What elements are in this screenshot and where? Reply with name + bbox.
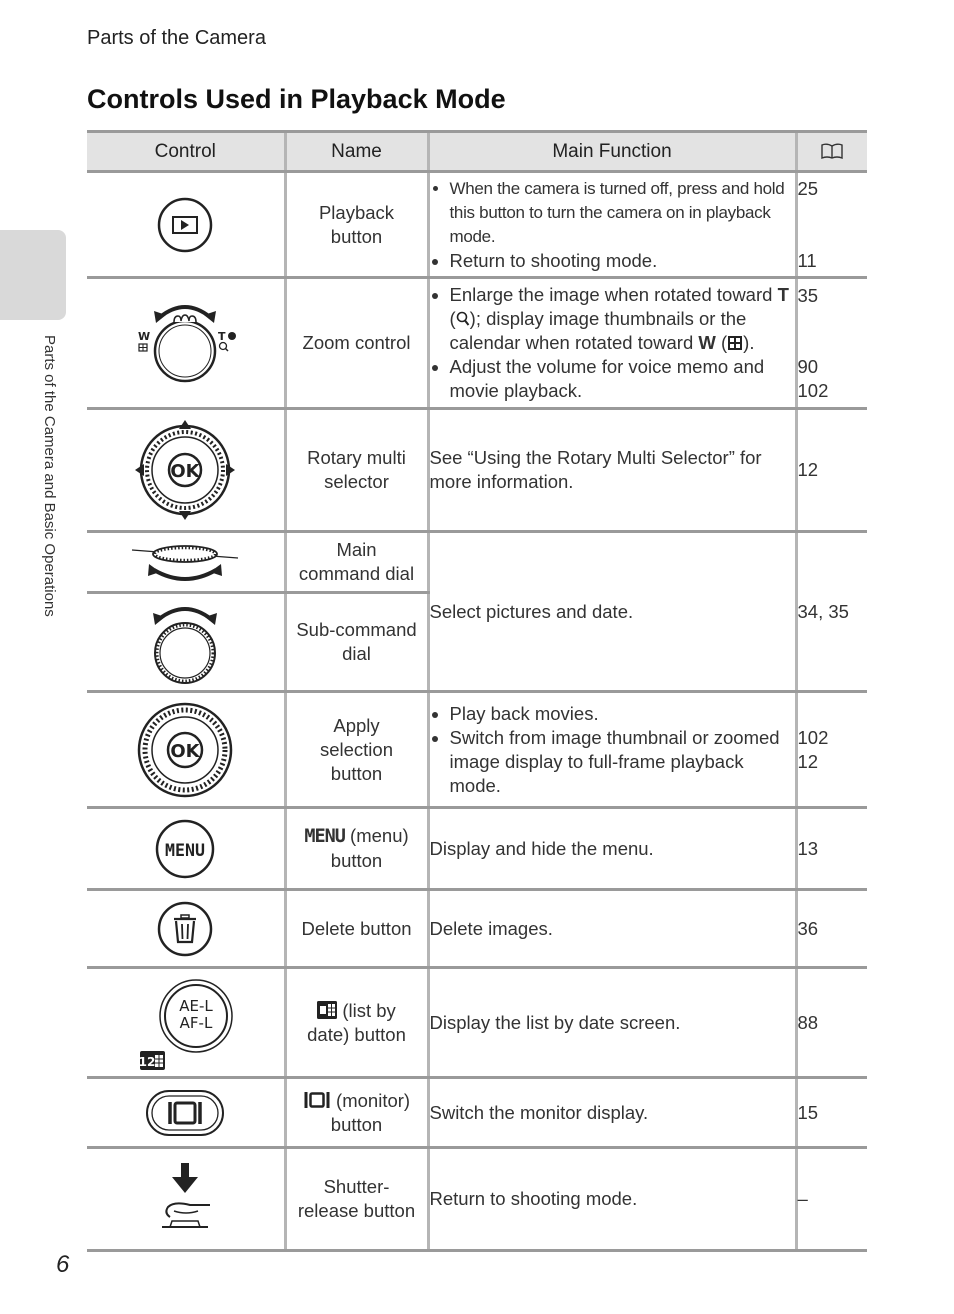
- name-cell: [285, 278, 428, 409]
- reference-cell: [796, 172, 867, 278]
- menu-symbol: MENU: [304, 826, 345, 847]
- function-item: • When the camera is turned off, press and hold this button to turn the camera on in playback mode.: [450, 177, 795, 249]
- shutter-release-press-icon: [150, 1161, 220, 1237]
- page-ref: 11: [797, 249, 817, 271]
- svg-text:T: T: [218, 330, 226, 343]
- running-head: Parts of the Camera: [87, 27, 266, 49]
- reference-cell: [796, 532, 867, 692]
- svg-text:AE-L: AE-L: [179, 996, 214, 1015]
- reference-cell: [796, 968, 867, 1078]
- table-row: [87, 409, 867, 532]
- control-cell: [87, 1148, 285, 1251]
- book-reference-icon: [821, 143, 843, 159]
- table-row: [87, 968, 867, 1078]
- name-line: Sub-command: [296, 619, 417, 640]
- main-command-dial-icon: [130, 536, 240, 588]
- function-cell: [428, 409, 796, 532]
- monitor-button-icon: [145, 1087, 225, 1139]
- function-cell: [428, 532, 796, 692]
- function-cell: [428, 692, 796, 808]
- name-cell: [285, 532, 428, 593]
- svg-text:OK: OK: [170, 461, 200, 482]
- name-line: (list by: [337, 999, 396, 1021]
- name-line: Main: [336, 539, 377, 560]
- name-cell: [285, 692, 428, 808]
- svg-text:OK: OK: [170, 740, 200, 762]
- name-line: Playback: [318, 201, 395, 223]
- table-row: [87, 1078, 867, 1148]
- reference-cell: [796, 278, 867, 409]
- name-cell: [285, 172, 428, 278]
- page-ref: 90: [797, 355, 819, 377]
- function-item: • Return to shooting mode.: [450, 249, 795, 273]
- function-item: • Play back movies.: [450, 702, 795, 726]
- reference-cell: [796, 808, 867, 890]
- function-cell: [428, 1078, 796, 1148]
- function-text: Delete images.: [429, 917, 553, 939]
- name-line: command dial: [298, 563, 415, 584]
- name-line: release button: [297, 1200, 416, 1221]
- page-ref: 36: [797, 917, 819, 939]
- function-cell: [428, 278, 796, 409]
- name-cell: [285, 890, 428, 968]
- zoom-control-icon: [130, 295, 240, 391]
- section-tab-label: Parts of the Camera and Basic Operations: [41, 335, 58, 617]
- name-line: selection: [319, 738, 393, 760]
- wide-symbol: W: [698, 332, 716, 353]
- function-cell: [428, 968, 796, 1078]
- control-cell: [87, 278, 285, 409]
- page-ref: 13: [797, 837, 819, 859]
- function-text: Display the list by date screen.: [429, 1011, 681, 1033]
- page-ref: 12: [797, 750, 819, 772]
- name-line: button: [330, 225, 383, 247]
- monitor-symbol-icon: [303, 1091, 331, 1109]
- function-text: Display and hide the menu.: [429, 837, 654, 859]
- function-text: Switch the monitor display.: [429, 1101, 649, 1123]
- section-tab: [0, 230, 66, 320]
- page-ref: 34, 35: [797, 600, 849, 622]
- control-cell: [87, 1078, 285, 1148]
- tele-symbol: T: [777, 284, 789, 305]
- table-row: [87, 532, 867, 593]
- reference-cell: [796, 1078, 867, 1148]
- name-cell: [285, 968, 428, 1078]
- name-cell: [285, 1078, 428, 1148]
- thumbnail-grid-icon: [727, 335, 743, 351]
- rotary-multi-selector-icon: [133, 418, 237, 522]
- page-ref: 15: [797, 1101, 819, 1123]
- page-ref: 25: [797, 177, 819, 199]
- name-line: (monitor): [330, 1089, 411, 1111]
- name-cell: [285, 808, 428, 890]
- control-cell: [87, 532, 285, 593]
- header-reference: [796, 132, 867, 172]
- reference-cell: [796, 890, 867, 968]
- table-header-row: [87, 132, 867, 172]
- table-row: [87, 1148, 867, 1251]
- name-line: button: [330, 850, 383, 871]
- svg-text:W: W: [138, 330, 151, 343]
- function-text: Return to shooting mode.: [429, 1188, 638, 1209]
- page-title: Controls Used in Playback Mode: [87, 84, 506, 114]
- page-ref: –: [797, 1188, 808, 1209]
- page-ref: 102: [797, 379, 829, 401]
- table-row: [87, 172, 867, 278]
- control-cell: [87, 692, 285, 808]
- list-by-date-icon: [317, 1001, 337, 1019]
- function-cell: [428, 172, 796, 278]
- table-row: [87, 808, 867, 890]
- reference-cell: [796, 692, 867, 808]
- table-row: [87, 278, 867, 409]
- name-line: Shutter-: [323, 1176, 390, 1197]
- function-text: Enlarge the image when rotated toward: [449, 284, 773, 305]
- function-cell: [428, 808, 796, 890]
- reference-cell: [796, 409, 867, 532]
- page-ref: 102: [797, 726, 829, 748]
- name-line: Delete button: [301, 917, 412, 939]
- playback-button-icon: [155, 195, 215, 255]
- name-cell: [285, 593, 428, 692]
- control-cell: [87, 409, 285, 532]
- name-line: selector: [324, 471, 389, 492]
- name-line: Rotary multi: [307, 447, 406, 468]
- header-name: Name: [285, 132, 428, 172]
- name-line: date) button: [307, 1023, 406, 1045]
- name-cell: [285, 1148, 428, 1251]
- controls-table: [87, 130, 867, 1252]
- reference-cell: [796, 1148, 867, 1251]
- menu-button-icon: [154, 818, 216, 880]
- name-line: dial: [342, 643, 371, 664]
- header-main-function: Main Function: [428, 132, 796, 172]
- table-row: [87, 692, 867, 808]
- page-ref: 88: [797, 1011, 819, 1033]
- svg-text:MENU: MENU: [165, 840, 206, 861]
- function-text: See “Using the Rotary Multi Selector” for more information.: [429, 447, 762, 492]
- control-cell: [87, 890, 285, 968]
- function-cell: [428, 890, 796, 968]
- delete-trash-icon: [156, 900, 214, 958]
- control-cell: [87, 808, 285, 890]
- page-number: 6: [56, 1251, 70, 1278]
- page-ref: 12: [797, 459, 819, 480]
- page-ref: 35: [797, 284, 819, 306]
- name-cell: [285, 409, 428, 532]
- function-text: Select pictures and date.: [429, 600, 634, 622]
- control-cell: [87, 593, 285, 692]
- function-item: • Adjust the volume for voice memo and movie playback.: [450, 355, 795, 403]
- name-line: button: [330, 762, 383, 784]
- header-control: Control: [87, 132, 285, 172]
- name-line: button: [330, 1113, 383, 1135]
- function-cell: [428, 1148, 796, 1251]
- function-text: ; display image thumbnails or the calendar when rotated toward: [449, 308, 747, 353]
- sub-command-dial-icon: [145, 597, 225, 687]
- control-cell: [87, 968, 285, 1078]
- function-item: • Switch from image thumbnail or zoomed image display to full-frame playback mode.: [450, 726, 795, 798]
- ae-af-lock-button-icon: [130, 973, 240, 1073]
- function-item: • Enlarge the image when rotated toward T ( ); display image thumbnails or the calendar when rotated toward W ( ).: [450, 283, 795, 355]
- control-cell: [87, 172, 285, 278]
- name-line: Apply: [333, 714, 380, 736]
- svg-text:AF-L: AF-L: [179, 1013, 213, 1032]
- name-line: (menu): [344, 825, 409, 846]
- apply-selection-ok-icon: [136, 701, 234, 799]
- magnify-icon: [456, 311, 470, 327]
- svg-text:12: 12: [138, 1054, 156, 1069]
- name-line: Zoom control: [302, 332, 411, 353]
- table-row: [87, 890, 867, 968]
